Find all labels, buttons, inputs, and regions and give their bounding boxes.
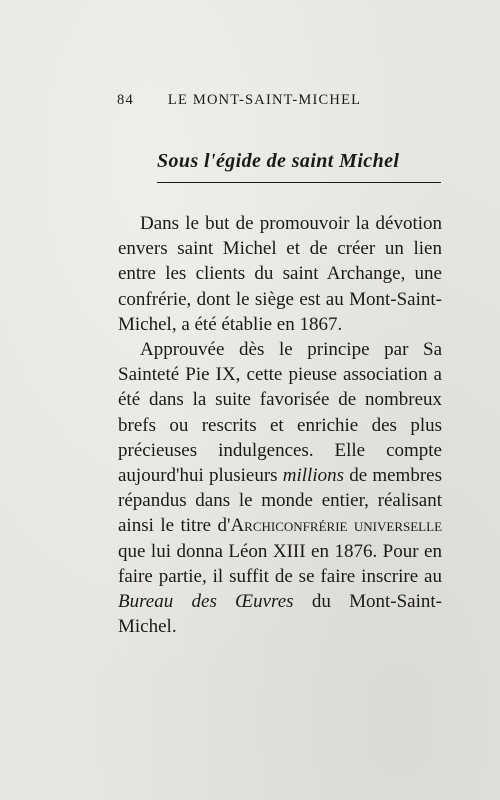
paragraph-1: Dans le but de promouvoir la dévotion envers saint Michel et de créer un lien entre les clients du saint Archange, une confrérie, dont le siège est au Mont-Saint-Michel, a été établie en 1867. [118, 213, 442, 335]
paragraph-2-text: que lui donna Léon XIII en 1876. Pour en faire partie, il suffit de se faire inscrire au [118, 540, 442, 587]
paragraph-2-text: Approuvée dès le principe par Sa Sainteté Pie IX, cette pieuse association a été dans la suite favorisée de nombreux brefs ou rescrits et enrichie des plus précieuses indulgences. Elle compte aujourd'hui plusieurs [118, 339, 442, 487]
italic-bureau-des-oeuvres: Bureau des Œuvres [118, 591, 294, 613]
paragraph-2-text: du Mont-Saint-Michel. [118, 591, 443, 638]
paragraph-2 [118, 337, 442, 639]
paragraph-2-text: de membres répandus dans le monde entier, réalisant ainsi le titre d' [118, 465, 442, 537]
section-title: Sous l'égide de saint Michel [157, 150, 400, 172]
body-text [118, 211, 442, 639]
running-head [117, 92, 377, 109]
smallcaps-archiconfrerie: Archiconfrérie universelle [230, 515, 443, 537]
italic-millions: millions [282, 465, 344, 487]
running-title: LE MONT-SAINT-MICHEL [167, 92, 362, 108]
title-underline [157, 182, 441, 183]
page-number: 84 [117, 92, 134, 108]
